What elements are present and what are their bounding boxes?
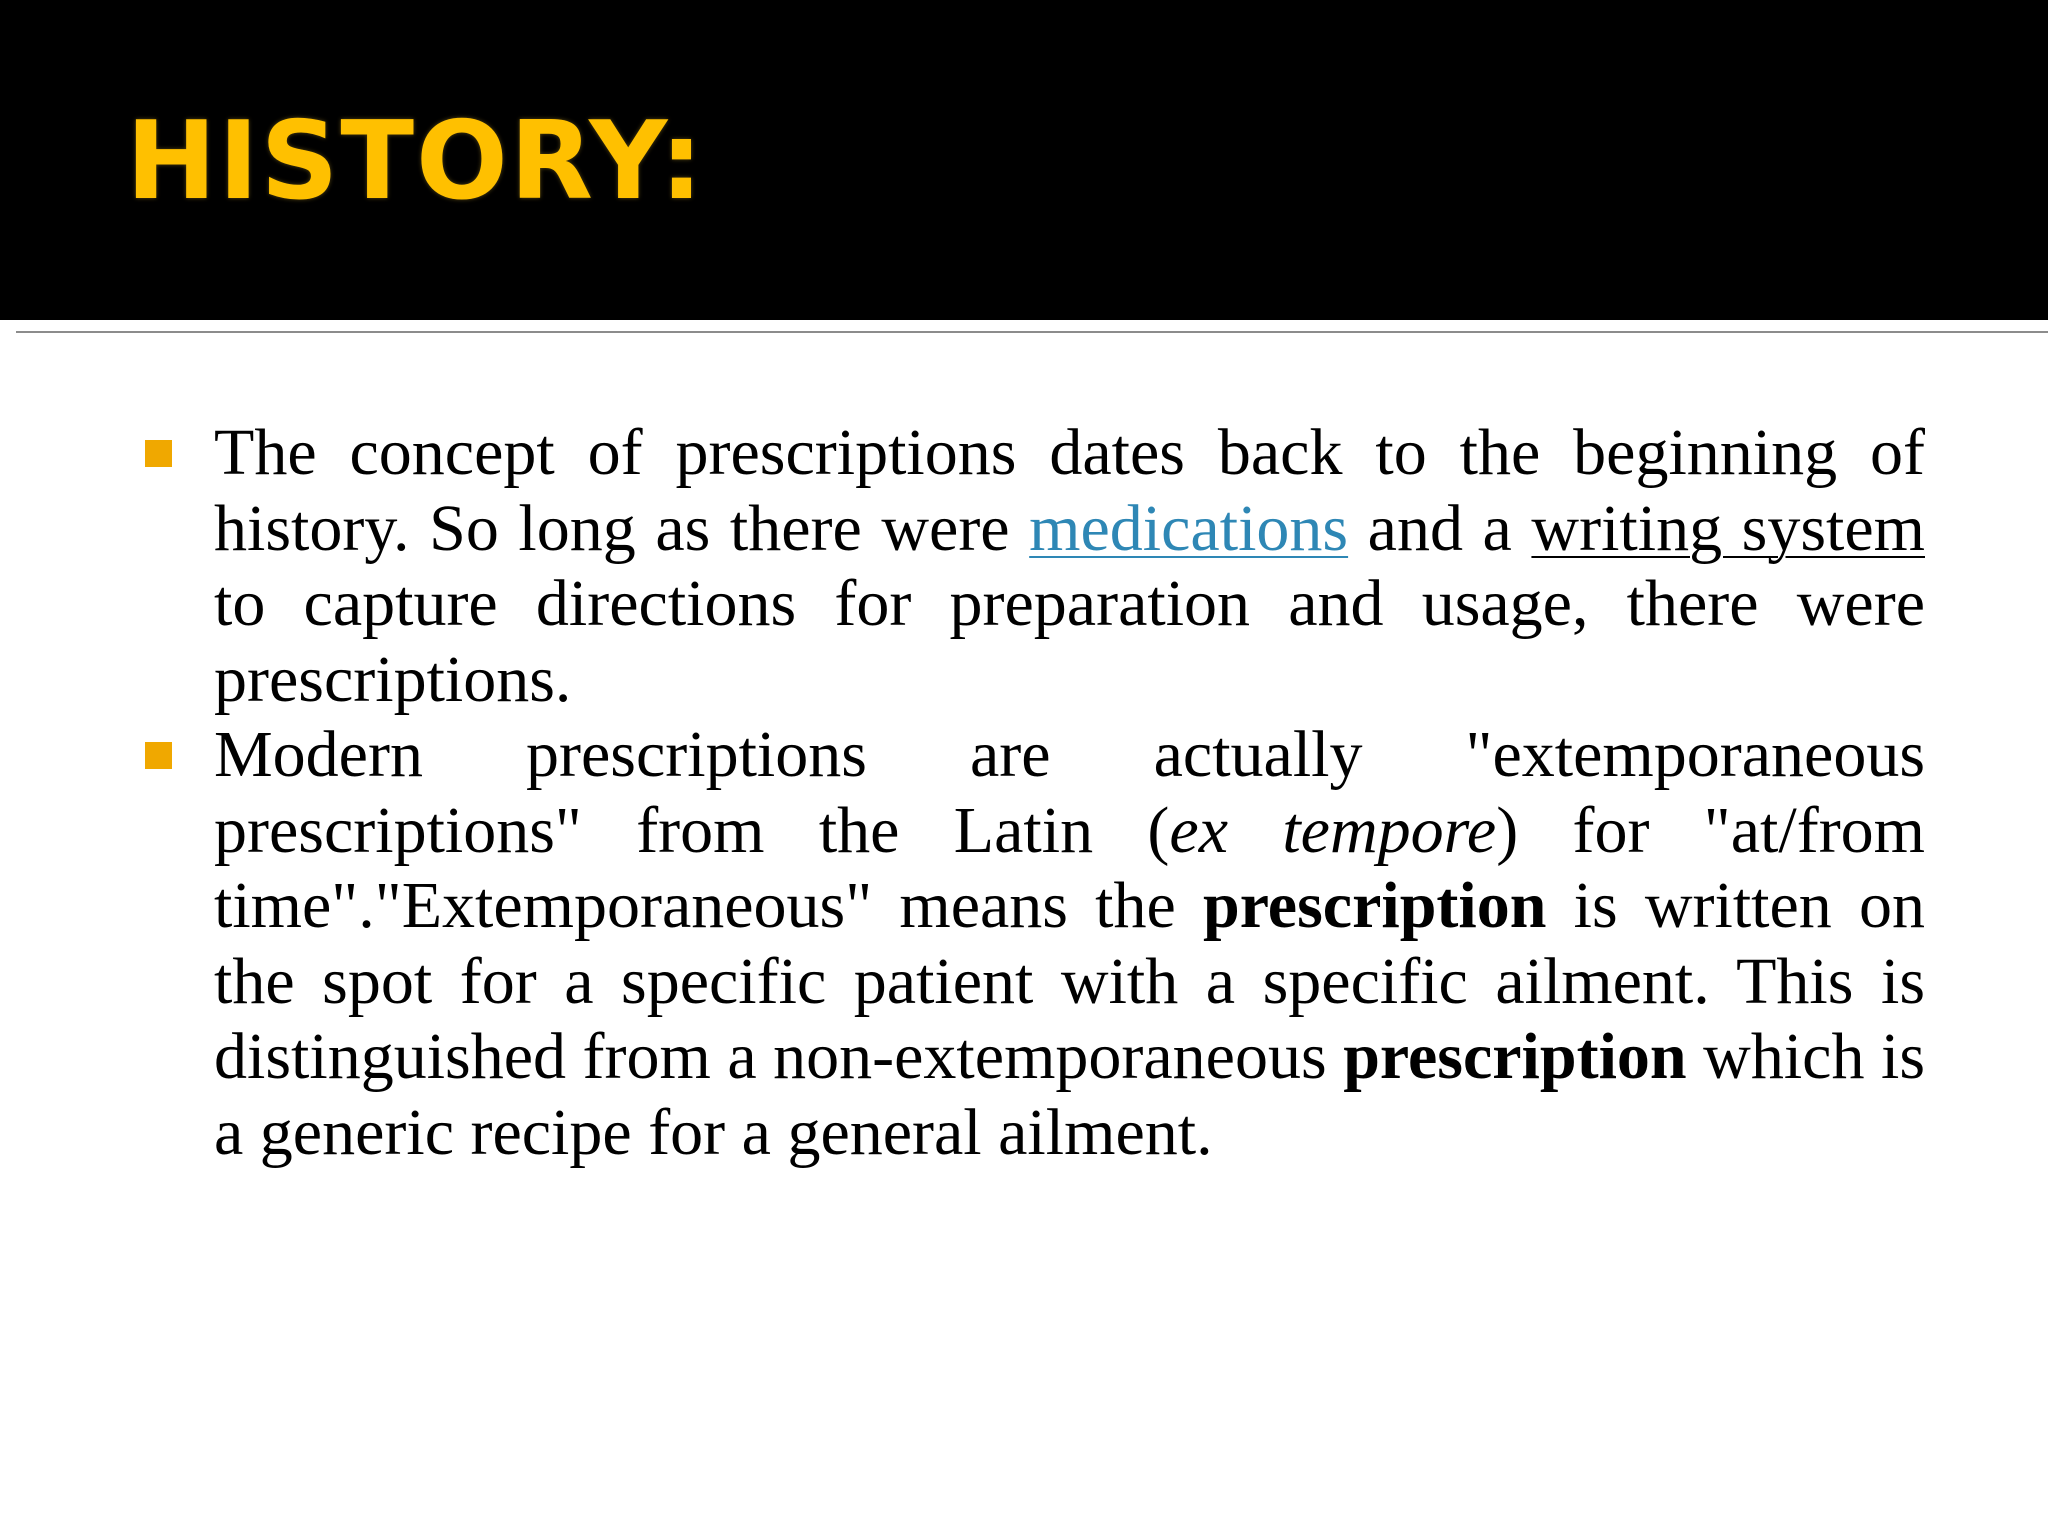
text-run: ) for "at/from time"."Extemporaneous" means the [214, 793, 1926, 942]
bullet-item-history [145, 415, 1925, 717]
text-run: Modern prescriptions are actually "extemporaneous prescriptions" from the Latin ( [214, 718, 1925, 867]
prescription-bold-text: prescription [1203, 869, 1547, 942]
text-run: The concept of prescriptions dates back to the beginning of history. So long as there were [214, 416, 1925, 565]
bullet-item-modern-prescriptions [145, 717, 1925, 1170]
square-bullet-icon [145, 440, 172, 467]
writing-system-underlined-text: writing system [1531, 491, 1925, 565]
slide-title: HISTORY: [126, 99, 706, 224]
text-run: and a [1348, 491, 1532, 565]
slide-content [145, 415, 1925, 1170]
ex-tempore-italic-text: ex tempore [1169, 793, 1497, 867]
divider-rule [16, 331, 2048, 333]
text-run: which is a generic recipe for a general ailment. [214, 1020, 1925, 1169]
text-run: is written on the spot for a specific patient with a specific ailment. This is distinguished from a non-extemporaneous [214, 869, 1926, 1093]
bullet-text [214, 415, 1925, 717]
prescription-bold-text: prescription [1343, 1020, 1687, 1093]
bullet-text [214, 717, 1925, 1170]
square-bullet-icon [145, 742, 172, 769]
medications-link[interactable]: medications [1029, 491, 1349, 565]
text-run: to capture directions for preparation and usage, there were prescriptions. [214, 567, 1925, 716]
title-band [0, 0, 2048, 320]
